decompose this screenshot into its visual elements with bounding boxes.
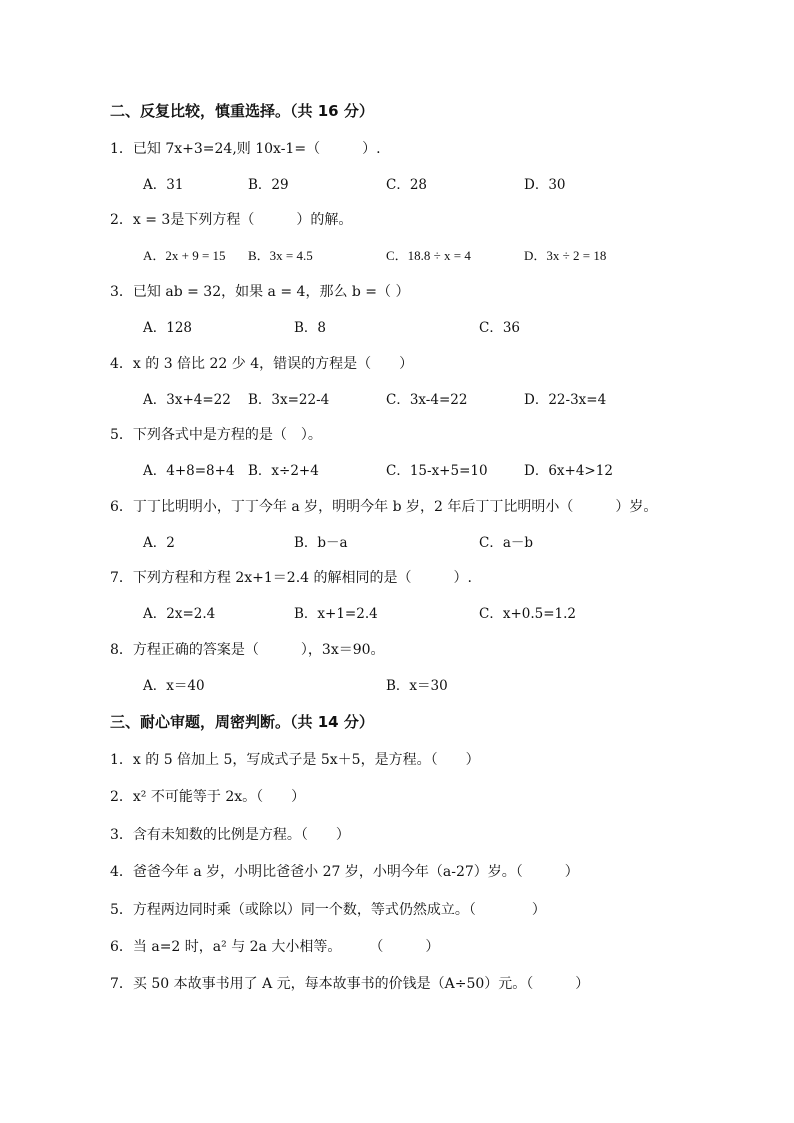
q2-5-option-a: A．4+8=8+4 — [143, 463, 235, 479]
q2-4-option-b: B．3x=22-4 — [248, 392, 330, 408]
question-2-7: 7．下列方程和方程 2x+1＝2.4 的解相同的是（ ）. — [110, 570, 472, 586]
q2-5-option-d: D．6x+4>12 — [524, 463, 613, 479]
q2-4-option-c: C．3x-4=22 — [386, 392, 468, 408]
q2-3-option-c: C．36 — [479, 320, 521, 336]
q2-2-option-b: B．3x = 4.5 — [248, 248, 313, 263]
q2-8-option-b: B．x＝30 — [386, 678, 448, 694]
question-2-3: 3．已知 ab = 32，如果 a = 4，那么 b =（ ） — [110, 284, 410, 300]
question-2-4: 4．x 的 3 倍比 22 少 4，错误的方程是（ ） — [110, 356, 414, 372]
q2-2-option-c: C．18.8 ÷ x = 4 — [386, 248, 471, 263]
q2-4-option-d: D．22-3x=4 — [524, 392, 607, 408]
q2-2-option-a: A．2x + 9 = 15 — [143, 248, 226, 263]
q2-3-option-a: A．128 — [143, 320, 193, 336]
judge-question-7: 7．买 50 本故事书用了 A 元，每本故事书的价钱是（A÷50）元。（ ） — [110, 976, 590, 992]
judge-question-5: 5．方程两边同时乘（或除以）同一个数，等式仍然成立。（ ） — [110, 902, 546, 918]
question-2-5: 5．下列各式中是方程的是（ ）。 — [110, 427, 322, 443]
q2-5-option-c: C．15-x+5=10 — [386, 463, 488, 479]
judge-question-6: 6．当 a=2 时，a² 与 2a 大小相等。 （ ） — [110, 939, 440, 955]
judge-question-3: 3．含有未知数的比例是方程。（ ） — [110, 827, 350, 843]
q2-7-option-b: B．x+1=2.4 — [294, 606, 378, 622]
section-3-title: 三、耐心审题，周密判断。（共 14 分） — [110, 713, 374, 731]
judge-question-2: 2．x² 不可能等于 2x。（ ） — [110, 789, 306, 805]
question-2-1: 1．已知 7x+3=24,则 10x-1=（ ）. — [110, 141, 381, 157]
judge-question-1: 1．x 的 5 倍加上 5，写成式子是 5x＋5，是方程。（ ） — [110, 752, 480, 768]
q2-1-option-d: D．30 — [524, 177, 566, 193]
question-2-6: 6．丁丁比明明小，丁丁今年 a 岁，明明今年 b 岁，2 年后丁丁比明明小（ ）岁。 — [110, 499, 658, 515]
question-2-8: 8．方程正确的答案是（ ），3x＝90。 — [110, 642, 385, 658]
q2-6-option-b: B．b－a — [294, 535, 348, 551]
judge-question-4: 4．爸爸今年 a 岁，小明比爸爸小 27 岁，小明今年（a-27）岁。（ ） — [110, 864, 579, 880]
q2-1-option-b: B．29 — [248, 177, 289, 193]
q2-1-option-a: A．31 — [143, 177, 184, 193]
section-2-title: 二、反复比较，慎重选择。（共 16 分） — [110, 102, 374, 120]
question-2-2: 2．x = 3是下列方程（ ）的解。 — [110, 212, 353, 228]
q2-6-option-c: C．a－b — [479, 535, 534, 551]
q2-6-option-a: A．2 — [143, 535, 175, 551]
q2-7-option-a: A．2x=2.4 — [143, 606, 216, 622]
q2-7-option-c: C．x+0.5=1.2 — [479, 606, 577, 622]
q2-1-option-c: C．28 — [386, 177, 428, 193]
q2-5-option-b: B．x÷2+4 — [248, 463, 319, 479]
q2-4-option-a: A．3x+4=22 — [143, 392, 231, 408]
q2-8-option-a: A．x＝40 — [143, 678, 205, 694]
q2-2-option-d: D．3x ÷ 2 = 18 — [524, 248, 607, 263]
q2-3-option-b: B．8 — [294, 320, 327, 336]
